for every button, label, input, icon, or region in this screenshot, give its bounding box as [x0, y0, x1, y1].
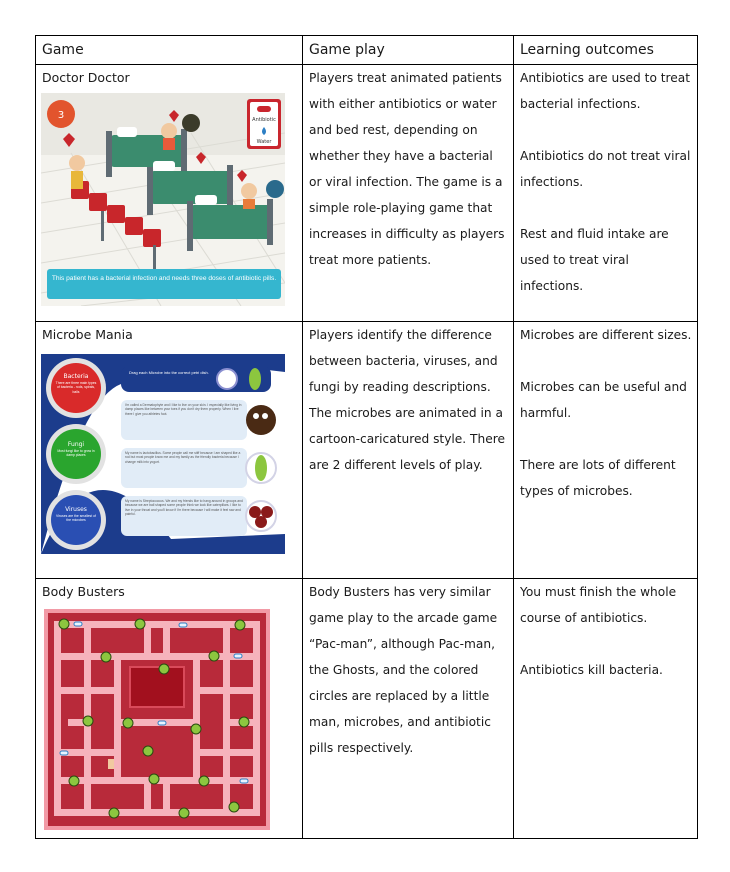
instruction-bar: Drag each Microbe into the correct petri dish. — [121, 366, 271, 392]
treatment-panel — [247, 99, 281, 149]
gameplay-cell — [303, 322, 514, 579]
description-box-1: I'm called a Dermatophyte and I like to live on your skin. I especially like living in damp places like between your toes if you don't dry them properly. When I live there I give you athletes foot. — [121, 400, 276, 440]
outcome-item: There are lots of different types of microbes. — [520, 458, 676, 498]
table-row — [36, 65, 698, 322]
svg-text:Fungi: Fungi — [67, 441, 85, 448]
body-busters-screenshot — [44, 609, 270, 830]
game-cell — [36, 322, 303, 579]
header-row — [36, 36, 698, 65]
doctor-doctor-screenshot — [41, 93, 285, 306]
outcomes-cell — [514, 65, 698, 322]
bacteria-circle: Bacteria There are three main types of bacteria - rods, spirals, balls — [46, 358, 106, 418]
gameplay-text: Players identify the difference between bacteria, viruses, and fungi by reading descriptions. The microbes are animated in a cartoon-caricatured style. There are 2 different levels of play. — [309, 328, 505, 472]
outcome-item: Antibiotics are used to treat bacterial infections. — [520, 71, 691, 111]
table-row — [36, 322, 698, 579]
game-title: Doctor Doctor — [42, 70, 130, 85]
caption-text: This patient has a bacterial infection and needs three doses of antibiotic pills. — [51, 275, 277, 282]
game-cell — [36, 65, 303, 322]
outcome-item: You must finish the whole course of antibiotics. — [520, 585, 677, 625]
games-table — [35, 35, 698, 839]
game-title: Microbe Mania — [42, 327, 133, 342]
outcome-item: Antibiotics kill bacteria. — [520, 663, 663, 677]
svg-text:Water: Water — [256, 139, 272, 145]
gameplay-text: Body Busters has very similar game play to the arcade game “Pac-man”, although Pac-man, the Ghosts, and the colored circles are replaced by a little man, microbes, and antibiotic pills respectively. — [309, 585, 498, 755]
game-title: Body Busters — [42, 584, 125, 599]
outcomes-cell — [514, 322, 698, 579]
outcomes-cell — [514, 579, 698, 839]
gameplay-cell — [303, 579, 514, 839]
outcome-item: Microbes are different sizes. — [520, 328, 692, 342]
outcome-item: Rest and fluid intake are used to treat viral infections. — [520, 227, 669, 293]
outcome-item: Antibiotics do not treat viral infections. — [520, 149, 691, 189]
description-box-3: My name is Streptococcus. We and my friends like to hang around in groups and because we are ball shaped some people think we look like caterpillars. I like to live in your throat and you'll know if I'm there because I will make it feel raw and painful. — [121, 496, 276, 536]
ghost-box — [130, 667, 184, 707]
gameplay-cell — [303, 65, 514, 322]
microbe-mania-screenshot — [41, 354, 285, 554]
header-game: Game — [36, 36, 303, 65]
svg-text:Bacteria: Bacteria — [63, 373, 89, 380]
little-man — [108, 759, 114, 769]
fungi-circle: Fungi Most fungi like to grow in damp places — [46, 424, 106, 484]
game-cell — [36, 579, 303, 839]
viruses-circle: Viruses Viruses are the smallest of the microbes — [46, 490, 106, 550]
gameplay-text: Players treat animated patients with either antibiotics or water and bed rest, depending on whether they have a bacterial or viral infection. The game is a simple role-playing game that increases in difficulty as players treat more patients. — [309, 71, 505, 267]
description-box-2: My name is lactobacillus. Some people call me stiff because I am shaped like a rod but most people know me and my family as the friendly bacteria because I change milk into yogurt. — [121, 448, 276, 488]
svg-text:Viruses: Viruses — [65, 506, 87, 513]
header-learning-outcomes: Learning outcomes — [514, 36, 698, 65]
svg-text:Antibiotic: Antibiotic — [252, 117, 276, 123]
table-row — [36, 579, 698, 839]
header-game-play: Game play — [303, 36, 514, 65]
svg-text:3: 3 — [57, 110, 65, 121]
outcome-item: Microbes can be useful and harmful. — [520, 380, 687, 420]
